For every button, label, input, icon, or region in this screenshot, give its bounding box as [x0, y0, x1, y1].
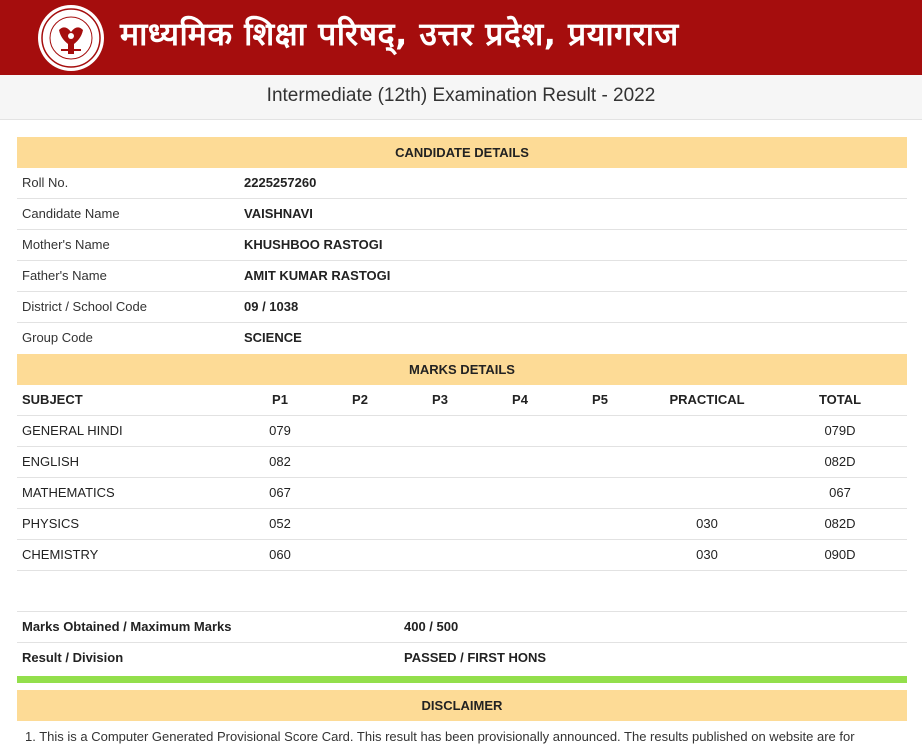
candidate-label: Group Code: [22, 330, 93, 345]
subject-name: PHYSICS: [22, 516, 80, 531]
candidate-row-father-name: [17, 261, 907, 292]
col-header-p5: P5: [592, 392, 608, 407]
result-card: [17, 137, 907, 721]
candidate-value: VAISHNAVI: [244, 206, 313, 221]
candidate-row-mother-name: [17, 230, 907, 261]
marks-row-english: [17, 447, 907, 478]
subject-p1: 060: [269, 547, 291, 562]
col-header-p2: P2: [352, 392, 368, 407]
subject-total: 082D: [824, 516, 856, 531]
col-header-practical: PRACTICAL: [669, 392, 745, 407]
subject-name: GENERAL HINDI: [22, 423, 123, 438]
result-division-row: [17, 643, 907, 674]
col-header-p1: P1: [272, 392, 288, 407]
subject-name: ENGLISH: [22, 454, 80, 469]
marks-obtained-value: 400 / 500: [404, 619, 459, 634]
candidate-details-heading: CANDIDATE DETAILS: [17, 137, 907, 168]
board-title: माध्यमिक शिक्षा परिषद्, उत्तर प्रदेश, प्रयागराज: [120, 15, 679, 53]
col-header-total: TOTAL: [818, 392, 862, 407]
marks-header-row: [17, 385, 907, 416]
candidate-value: 09 / 1038: [244, 299, 299, 314]
candidate-label: Candidate Name: [22, 206, 120, 221]
col-header-p3: P3: [432, 392, 448, 407]
site-header: [0, 0, 922, 75]
candidate-label: Mother's Name: [22, 237, 110, 252]
table-spacer: [17, 571, 907, 612]
subject-p1: 067: [269, 485, 291, 500]
candidate-value: KHUSHBOO RASTOGI: [244, 237, 383, 252]
subject-p1: 052: [269, 516, 291, 531]
marks-obtained-row: [17, 612, 907, 643]
candidate-row-district-school: [17, 292, 907, 323]
result-division-label: Result / Division: [22, 650, 124, 665]
candidate-row-roll-no: [17, 168, 907, 199]
subject-practical: 030: [696, 547, 718, 562]
col-header-subject: SUBJECT: [22, 392, 83, 407]
subject-name: CHEMISTRY: [22, 547, 99, 562]
candidate-row-group-code: [17, 323, 907, 354]
marks-obtained-label: Marks Obtained / Maximum Marks: [22, 619, 232, 634]
candidate-value: AMIT KUMAR RASTOGI: [244, 268, 391, 283]
marks-row-mathematics: [17, 478, 907, 509]
subject-practical: 030: [696, 516, 718, 531]
candidate-value: SCIENCE: [244, 330, 302, 345]
subject-total: 067: [829, 485, 851, 500]
marks-details-heading: MARKS DETAILS: [17, 354, 907, 385]
board-emblem-logo: [37, 4, 105, 72]
exam-result-title: Intermediate (12th) Examination Result - 2022: [266, 85, 656, 106]
marks-row-general-hindi: [17, 416, 907, 447]
subject-total: 079D: [824, 423, 856, 438]
marks-row-chemistry: [17, 540, 907, 571]
col-header-p4: P4: [512, 392, 528, 407]
pass-status-bar: [17, 676, 907, 683]
page-subheader: [0, 75, 922, 120]
subject-p1: 082: [269, 454, 291, 469]
candidate-label: Roll No.: [22, 175, 69, 190]
candidate-row-name: [17, 199, 907, 230]
subject-name: MATHEMATICS: [22, 485, 115, 500]
subject-p1: 079: [269, 423, 291, 438]
disclaimer-heading: DISCLAIMER: [17, 690, 907, 721]
result-division-value: PASSED / FIRST HONS: [404, 650, 547, 665]
disclaimer-text: 1. This is a Computer Generated Provisional Score Card. This result has been provisionally announced. The results published on website are for: [25, 729, 855, 744]
candidate-label: District / School Code: [22, 299, 147, 314]
subject-total: 090D: [824, 547, 856, 562]
candidate-value: 2225257260: [244, 175, 317, 190]
subject-total: 082D: [824, 454, 856, 469]
candidate-label: Father's Name: [22, 268, 107, 283]
marks-row-physics: [17, 509, 907, 540]
